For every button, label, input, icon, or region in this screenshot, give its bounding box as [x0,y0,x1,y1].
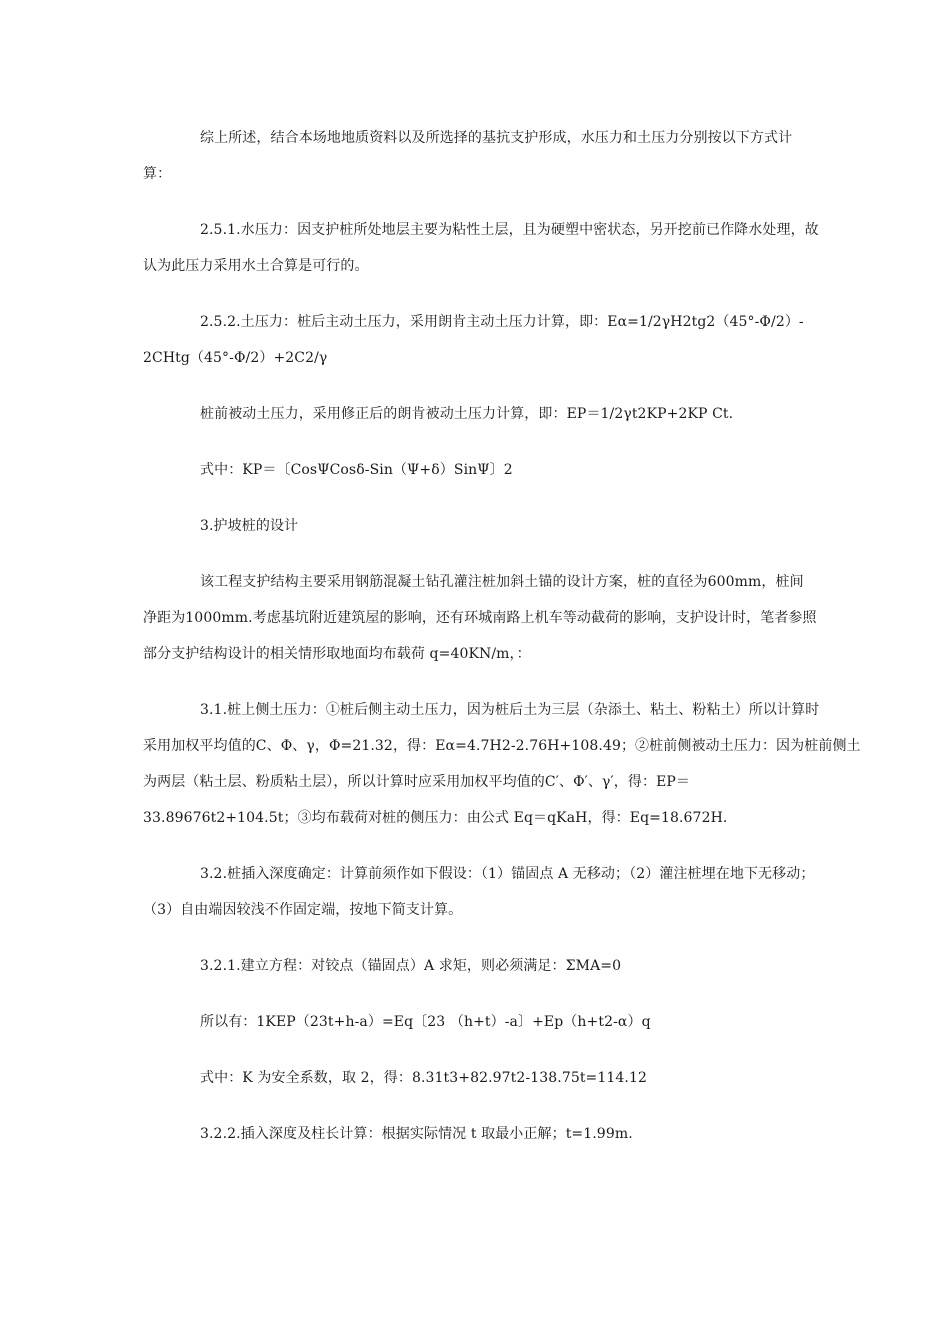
paragraph-safety-factor [143,1060,810,1096]
paragraph-line: 33.89676t2+104.5t；③均布载荷对桩的侧压力：由公式 Eq＝qKaH，得：Eq=18.672H. [143,810,728,826]
paragraph-line: 为两层（粘土层、粉质粘土层），所以计算时应采用加权平均值的C′、Φ′、γ′，得：EP＝ [143,774,691,790]
paragraph-line: 采用加权平均值的C、Φ、γ，Φ=21.32，得：Eα=4.7H2-2.76H+108.49；②桩前侧被动土压力：因为桩前侧土 [143,738,861,754]
paragraph-line: 部分支护结构设计的相关情形取地面均布载荷 q=40KN/m，： [143,646,531,662]
paragraph-kp-formula [143,452,810,488]
paragraph-support-scheme [143,564,817,672]
paragraph-line: 2.5.1.水压力：因支护桩所处地层主要为粘性土层，且为硬塑中密状态，另开挖前已作降水处理，故 [200,222,819,238]
paragraph-equation-setup [143,948,810,984]
paragraph-moment-equation [143,1004,810,1040]
paragraph-pile-length [143,1116,810,1152]
paragraph-line: 所以有：1KEP（23t+h-a）=Eq〔23 （h+t）-a〕+Ep（h+t2-α）q [200,1014,651,1030]
paragraph-line: （3）自由端因较浅不作固定端，按地下简支计算。 [143,902,463,918]
section-heading-pile-design [143,508,810,544]
paragraph-line: 3.1.桩上侧土压力：①桩后侧主动土压力，因为桩后土为三层（杂添土、粘土、粉粘土）所以计算时 [200,702,820,718]
paragraph-line: 该工程支护结构主要采用钢筋混凝土钻孔灌注桩加斜土锚的设计方案，桩的直径为600mm，桩间 [200,574,804,590]
paragraph-line: 净距为1000mm.考虑基坑附近建筑屋的影响，还有环城南路上机车等动截荷的影响，支护设计时，笔者参照 [143,610,817,626]
paragraph-line: 综上所述，结合本场地地质资料以及所选择的基抗支护形成，水压力和土压力分别按以下方式计 [200,130,793,146]
paragraph-passive-pressure [143,396,810,432]
paragraph-summary [143,120,810,192]
document-body [143,120,861,1172]
paragraph-line: 桩前被动土压力，采用修正后的朗肯被动土压力计算，即：EP＝1/2γt2KP+2KP Ct. [200,406,734,422]
paragraph-line: 式中：KP＝〔CosΨCosδ-Sin（Ψ+δ）SinΨ〕2 [200,462,513,478]
paragraph-water-pressure [143,212,819,284]
paragraph-line: 3.2.桩插入深度确定：计算前须作如下假设：（1）锚固点 A 无移动；（2）灌注桩埋在地下无移动； [200,866,815,882]
paragraph-line: 认为此压力采用水土合算是可行的。 [143,258,369,274]
paragraph-line: 算： [143,166,172,182]
paragraph-line: 2CHtg（45°-Φ/2）+2C2/γ [143,350,328,366]
paragraph-line: 2.5.2.土压力：桩后主动土压力，采用朗肯主动土压力计算，即：Eα=1/2γH2tg2（45°-Φ/2）- [200,314,804,330]
paragraph-line: 3.2.1.建立方程：对铰点（锚固点）A 求矩，则必须满足：ΣMA=0 [200,958,622,974]
paragraph-lateral-pressure [143,692,861,836]
paragraph-earth-pressure [143,304,810,376]
paragraph-line: 3.护坡桩的设计 [200,518,299,534]
paragraph-line: 3.2.2.插入深度及柱长计算：根据实际情况 t 取最小正解；t=1.99m. [200,1126,633,1142]
paragraph-line: 式中：K 为安全系数，取 2，得：8.31t3+82.97t2-138.75t=114.12 [200,1070,647,1086]
paragraph-insertion-depth [143,856,815,928]
